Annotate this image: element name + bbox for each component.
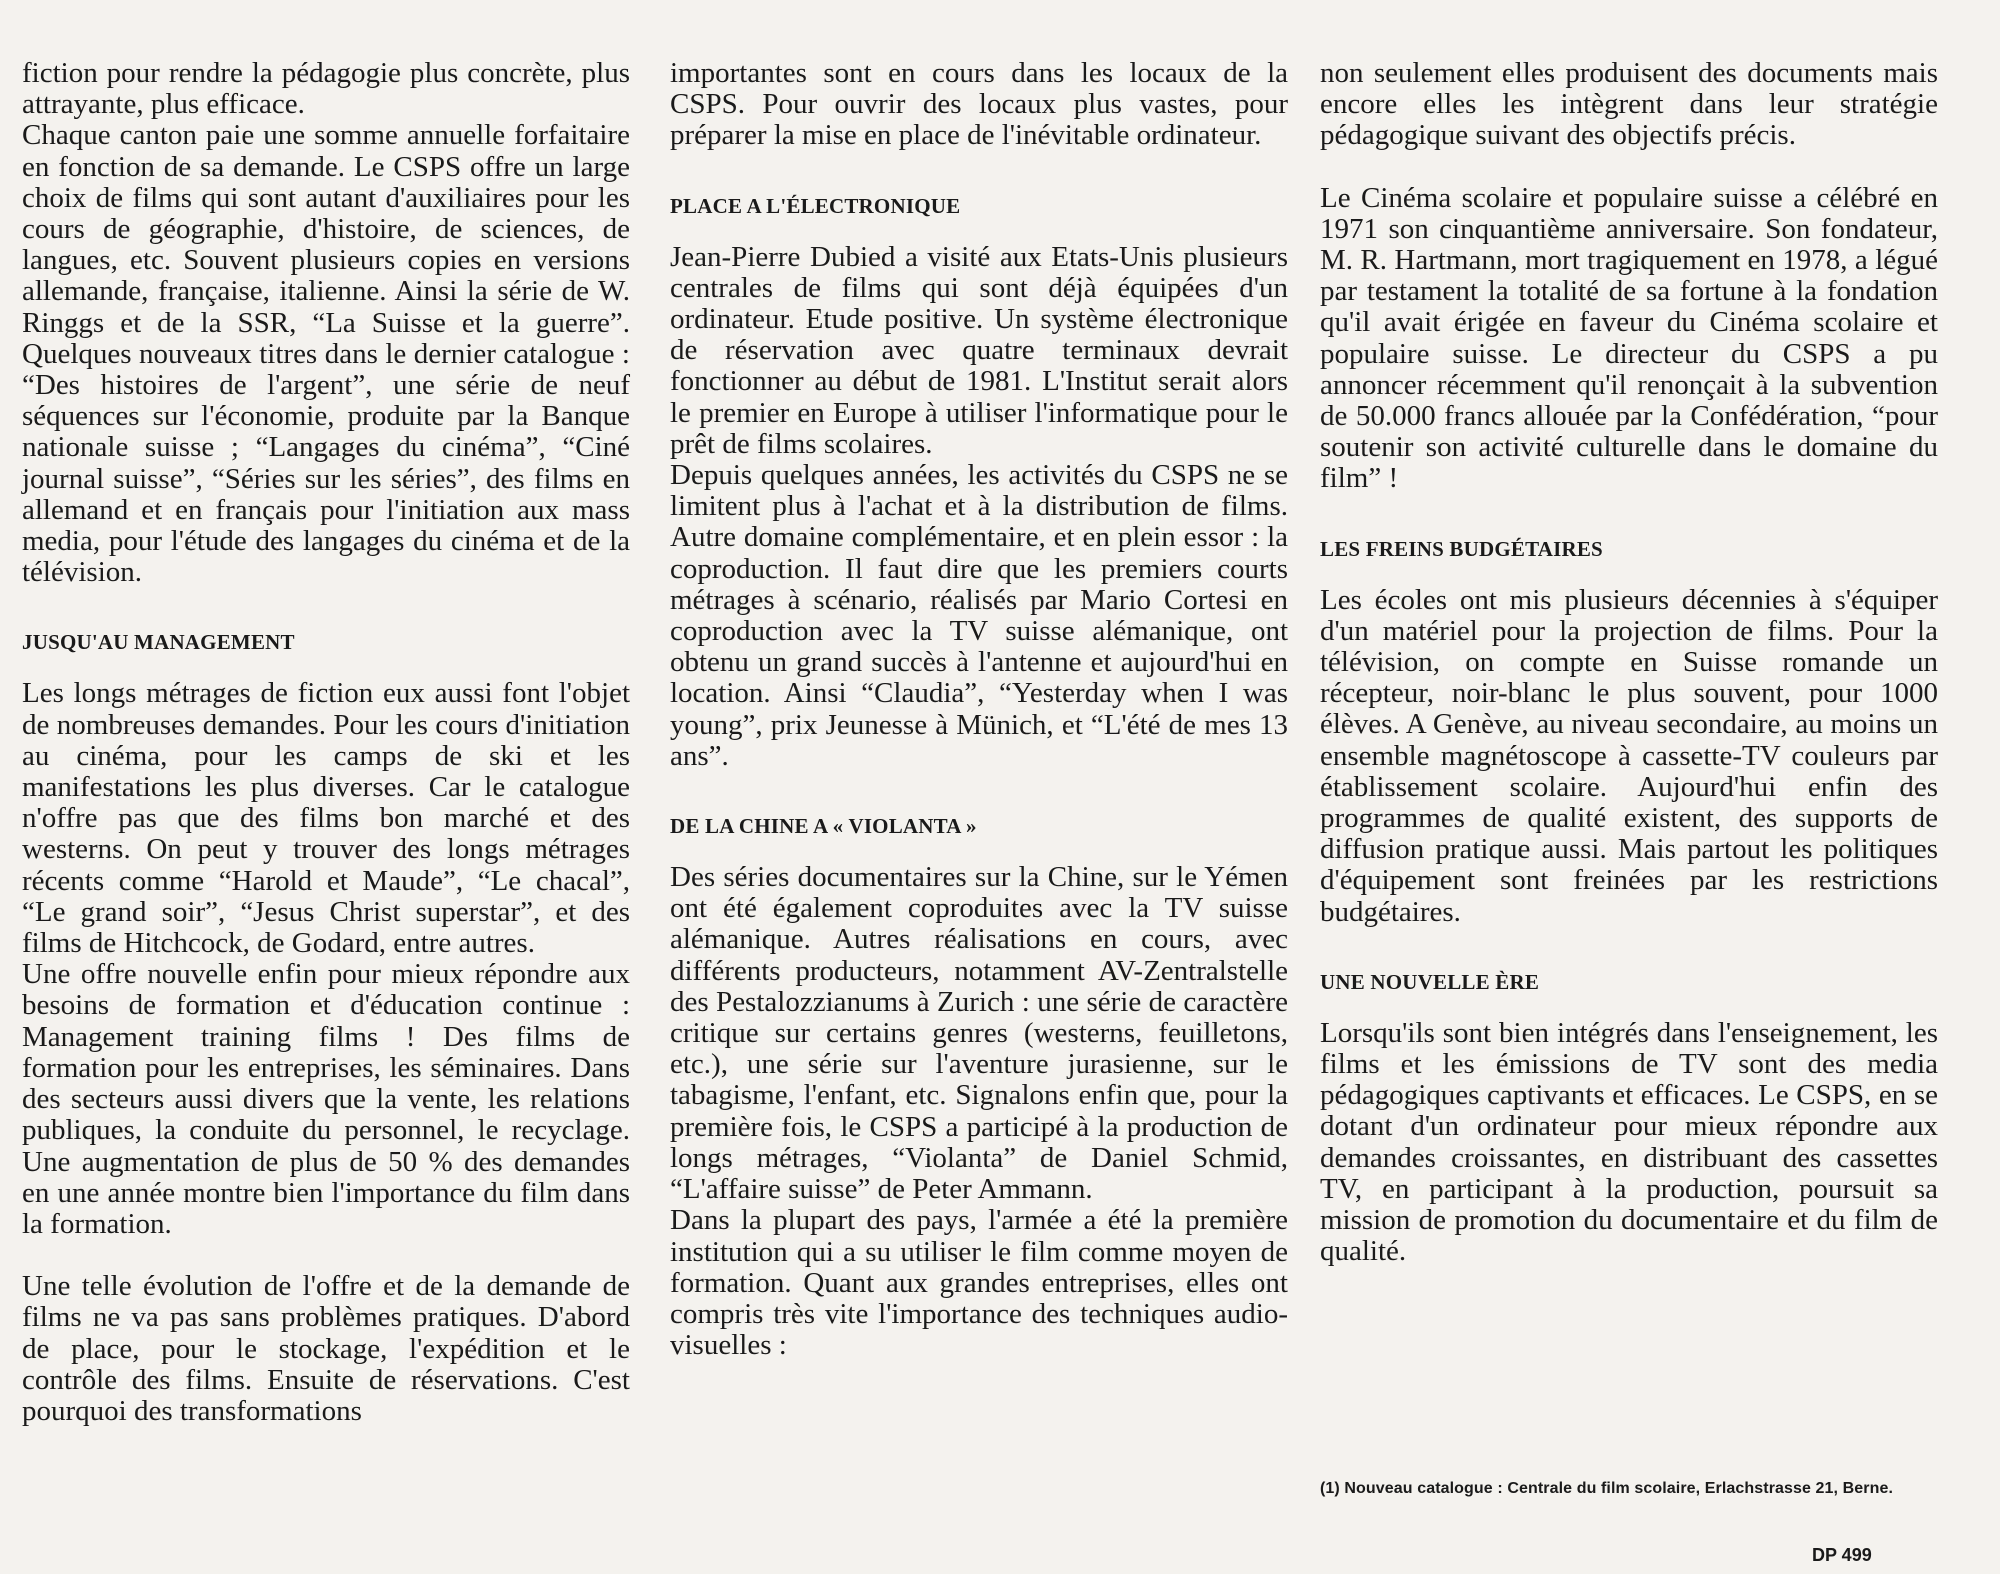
paragraph: fiction pour rendre la pédagogie plus concrète, plus attrayante, plus efficace. <box>22 57 630 121</box>
paragraph: Depuis quelques années, les activités du CSPS ne se limitent plus à l'achat et à la distribution de films. Autre domaine complémentaire, et en plein essor : la coproduction. Il faut dire que les premiers courts métrages à scénario, réalisés par Mario Cortesi en coproduction avec la TV suisse alémanique, ont obtenu un grand succès à l'antenne et aujourd'hui en location. Ainsi “Claudia”, “Yesterday when I was young”, prix Jeunesse à Münich, et “L'été de mes 13 ans”. <box>670 459 1288 772</box>
paragraph: Lorsqu'ils sont bien intégrés dans l'enseignement, les films et les émissions de TV sont des media pédagogiques captivants et efficaces. Le CSPS, en se dotant d'un ordinateur pour mieux répondre aux demandes croissantes, en distribuant des cassettes TV, en participant à la production, poursuit sa mission de promotion du documentaire et du film de qualité. <box>1320 1016 1938 1268</box>
paragraph: importantes sont en cours dans les locaux de la CSPS. Pour ouvrir des locaux plus vastes, pour préparer la mise en place de l'inévitable ordinateur. <box>670 57 1288 152</box>
section-heading: DE LA CHINE A « VIOLANTA » <box>670 814 977 839</box>
column-3 <box>1320 58 1938 1268</box>
section-heading: UNE NOUVELLE ÈRE <box>1320 969 1540 994</box>
column-2 <box>670 58 1288 1361</box>
section-heading: JUSQU'AU MANAGEMENT <box>22 630 295 655</box>
paragraph: Une telle évolution de l'offre et de la demande de films ne va pas sans problèmes pratiques. D'abord de place, pour le stockage, l'expédition et le contrôle des films. Ensuite de réservations. C'est pourquoi des transformations <box>22 1270 630 1427</box>
paragraph-gap <box>1320 152 1938 183</box>
page-number: DP 499 <box>1812 1545 1872 1565</box>
column-1 <box>22 58 630 1427</box>
footnote: (1) Nouveau catalogue : Centrale du film scolaire, Erlachstrasse 21, Berne. <box>1320 1480 1894 1497</box>
paragraph: non seulement elles produisent des documents mais encore elles les intègrent dans leur stratégie pédagogique suivant des objectifs précis. <box>1320 57 1938 152</box>
paragraph: Chaque canton paie une somme annuelle forfaitaire en fonction de sa demande. Le CSPS offre un large choix de films qui sont autant d'auxiliaires pour les cours de géographie, d'histoire, de sciences, de langues, etc. Souvent plusieurs copies en versions allemande, française, italienne. Ainsi la série de W. Ringgs et de la SSR, “La Suisse et la guerre”. Quelques nouveaux titres dans le dernier catalogue : “Des histoires de l'argent”, une série de neuf séquences sur l'économie, produite par la Banque nationale suisse ; “Langages du cinéma”, “Ciné journal suisse”, “Séries sur les séries”, des films en allemand et en français pour l'initiation aux mass media, pour l'étude des langages du cinéma et de la télévision. <box>22 119 630 589</box>
section-heading: LES FREINS BUDGÉTAIRES <box>1320 536 1603 561</box>
paragraph: Les écoles ont mis plusieurs décennies à s'équiper d'un matériel pour la projection de films. Pour la télévision, on compte en Suisse romande un récepteur, noir-blanc le plus souvent, pour 1000 élèves. A Genève, au niveau secondaire, au moins un ensemble magnétoscope à cassette-TV couleurs par établissement scolaire. Aujourd'hui enfin des programmes de qualité existent, des supports de diffusion pratique aussi. Mais partout les politiques d'équipement sont freinées par les restrictions budgétaires. <box>1320 583 1938 928</box>
paragraph: Des séries documentaires sur la Chine, sur le Yémen ont été également coproduites avec la TV suisse alémanique. Autres réalisations en cours, avec différents producteurs, notamment AV-Zentralstelle des Pestalozzianums à Zurich : une série de caractère critique sur certains genres (westerns, feuilletons, etc.), une série sur l'aventure jurasienne, sur le tabagisme, l'enfant, etc. Signalons enfin que, pour la première fois, le CSPS a participé à la production de longs métrages, “Violanta” de Daniel Schmid, “L'affaire suisse” de Peter Ammann. <box>670 861 1288 1206</box>
paragraph: Jean-Pierre Dubied a visité aux Etats-Unis plusieurs centrales de films qui sont déjà équipées d'un ordinateur. Etude positive. Un système électronique de réservation avec quatre terminaux devrait fonctionner au début de 1981. L'Institut serait alors le premier en Europe à utiliser l'informatique pour le prêt de films scolaires. <box>670 240 1288 460</box>
paragraph: Le Cinéma scolaire et populaire suisse a célébré en 1971 son cinquantième anniversaire. Son fondateur, M. R. Hartmann, mort tragiquement en 1978, a légué par testament la totalité de sa fortune à la fondation qu'il avait érigée en faveur du Cinéma scolaire et populaire suisse. Le directeur du CSPS a pu annoncer récemment qu'il renonçait à la subvention de 50.000 francs allouée par la Confédération, “pour soutenir son activité culturelle dans le domaine du film” ! <box>1320 181 1938 495</box>
paragraph: Dans la plupart des pays, l'armée a été la première institution qui a su utiliser le film comme moyen de formation. Quant aux grandes entreprises, elles ont compris très vite l'importance des techniques audio-visuelles : <box>670 1204 1288 1362</box>
paragraph: Une offre nouvelle enfin pour mieux répondre aux besoins de formation et d'éducation continue : Management training films ! Des films de formation pour les entreprises, les séminaires. Dans des secteurs aussi divers que la vente, les relations publiques, la conduite du personnel, le recyclage. Une augmentation de plus de 50 % des demandes en une année montre bien l'importance du film dans la formation. <box>22 958 630 1240</box>
paragraph: Les longs métrages de fiction eux aussi font l'objet de nombreuses demandes. Pour les cours d'initiation au cinéma, pour les camps de ski et les manifestations les plus diverses. Car le catalogue n'offre pas que des films bon marché et des westerns. On peut y trouver des longs métrages récents comme “Harold et Maude”, “Le chacal”, “Le grand soir”, “Jesus Christ superstar”, et des films de Hitchcock, de Godard, entre autres. <box>22 677 630 960</box>
section-heading: PLACE A L'ÉLECTRONIQUE <box>670 193 961 218</box>
paragraph-gap <box>22 1240 630 1271</box>
